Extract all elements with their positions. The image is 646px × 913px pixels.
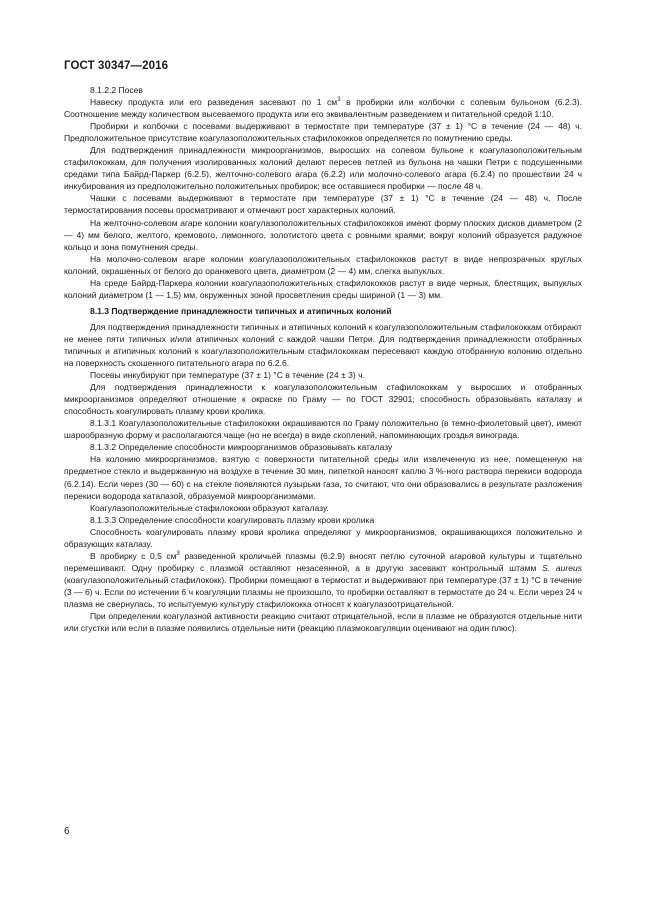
- paragraph: На среде Байрд-Паркера колонии коагулазоположительных стафилококков растут в виде черных, блестящих, выпуклых колоний диаметром (1 — 1,5) мм, окруженных зоной просветления среды шириной (1 — 3) мм.: [64, 277, 582, 300]
- paragraph: Для подтверждения принадлежности микроорганизмов, выросших на солевом бульоне к коагулазоположительным стафилококкам, для получения изолированных колоний делают пересев петлей из бульона на чашки Петри с подсушенными средами типа Байрд-Паркер (6.2.5), желточно-солевого агара (6.2.2) или молочно-солевого агара (6.2.4) по прошествии 24 ч инкубирования из предположительно положительных пробирок; все оставшиеся пробирки — после 48 ч.: [64, 145, 582, 192]
- paragraph: Посевы инкубируют при температуре (37 ± 1) °С в течение (24 ± 3) ч.: [90, 370, 365, 381]
- paragraph: Для подтверждения принадлежности к коагулазоположительным стафилококкам у выросших и отобранных микроорганизмов определяют отношение к окраске по Граму — по ГОСТ 32901; способность образовывать каталазу и способность коагулировать плазму крови кролика.: [64, 382, 582, 417]
- paragraph: Чашки с посевами выдерживают в термостате при температуре (37 ± 1) °С в течение (24 — 48) ч. После термостатирования посевы просматривают и отмечают рост характерных колоний.: [64, 193, 582, 216]
- paragraph: Навеску продукта или его разведения засевают по 1 $см^3$ в пробирки или колбочки с солевым бульоном (6.2.3). Соотношение между количеством высеваемого продукта или его эквивалентным разведением и питательной средой 1:10.: [64, 97, 582, 120]
- paragraph: Для подтверждения принадлежности типичных и атипичных колоний к коагулазоположительным стафилококкам отбирают не менее пяти типичных и/или атипичных колоний с каждой чашки Петри. Для подтверждения принадлежности отобранных типичных и атипичных колоний к коагулазоположительным стафилококкам пересевают каждую отобранную колонию отдельно на поверхность скошенного питательного агара по 6.2.6.: [64, 321, 582, 369]
- paragraph: На молочно-солевом агаре колонии коагулазоположительных стафилококков растут в виде непрозрачных круглых колоний, окрашенных от белого до оранжевого цвета, диаметром (2 — 4) мм, слегка выпуклых.: [64, 253, 582, 276]
- paragraph: На колонию микроорганизмов, взятую с поверхности питательной среды или извлеченную из нее, помещенную на предметное стекло и выдержанную на воздухе в течение 30 мин, пипеткой наносят каплю 3 %-ного раствора перекиси водорода (6.2.14). Если через (30 — 60) с на стекле появляются пузырьки газа, то считают, что они образовались в результате разложения перекиси водорода каталазой, образуемой микроорганизмами.: [64, 454, 582, 501]
- paragraph: Способность коагулировать плазму крови кролика определяют у микроорганизмов, окрашивающихся положительно и образующих каталазу.: [64, 526, 582, 549]
- section-number-8-1-2-2: 8.1.2.2 Посев: [90, 85, 143, 95]
- paragraph: В пробирку с 0,5 $см^3$ разведенной кроличьей плазмы (6.2.9) вносят петлю суточной агаровой культуры и тщательно перемешивают. Одну пробирку с плазмой оставляют незасеянной, а в другую засевают контрольный штамм S. aureus (коагулазоположительный стафилококк). Пробирки помещают в термостат и выдерживают при температуре (37 ± 1) °С в течение (3 — 6) ч. Если по истечении 6 ч коагуляции плазмы не произошло, то пробирки оставляют в термостате до 24 ч. Если через 24 ч плазма не свернулась, то испытуемую культуру стафилококка относят к коагулазоотрицательной.: [64, 550, 582, 609]
- paragraph: При определении коагулазной активности реакцию считают отрицательной, если в плазме не образуются отдельные нити или сгустки или если в плазме появились отдельные нити (реакцию плазмокоагуляции оценивают на один плюс).: [64, 611, 582, 634]
- section-heading-8-1-3: 8.1.3 Подтверждение принадлежности типичных и атипичных колоний: [90, 305, 392, 316]
- subsection-title-8-1-3-3: 8.1.3.3 Определение способности коагулировать плазму крови кролика: [90, 514, 375, 525]
- document-body: [64, 84, 582, 634]
- document-header: ГОСТ 30347—2016: [64, 60, 169, 72]
- paragraph: Пробирки и колбочки с посевами выдерживают в термостате при температуре (37 ± 1) °С в течение (24 — 48) ч. Предположительное присутствие коагулазоположительных стафилококков определяется по помутнению среды.: [64, 121, 582, 144]
- page-number: 6: [64, 826, 70, 837]
- subsection-title-8-1-3-2: 8.1.3.2 Определение способности микроорганизмов образовывать каталазу: [90, 442, 393, 453]
- paragraph: 8.1.3.1 Коагулазоположительные стафилококки окрашиваются по Граму положительно (в темно-фиолетовый цвет), имеют шарообразную форму и располагаются чаще (но не всегда) в виде скоплений, напоминающих гроздья винограда.: [64, 418, 582, 441]
- paragraph: Коагулазоположительные стафилококки образуют каталазу.: [90, 502, 329, 513]
- paragraph: На желточно-солевом агаре колонии коагулазоположительных стафилококков имеют форму плоских дисков диаметром (2 — 4) мм белого, желтого, кремового, лимонного, золотистого цвета с ровными краями; вокруг колоний образуется радужное кольцо и зона помутнения среды.: [64, 217, 582, 252]
